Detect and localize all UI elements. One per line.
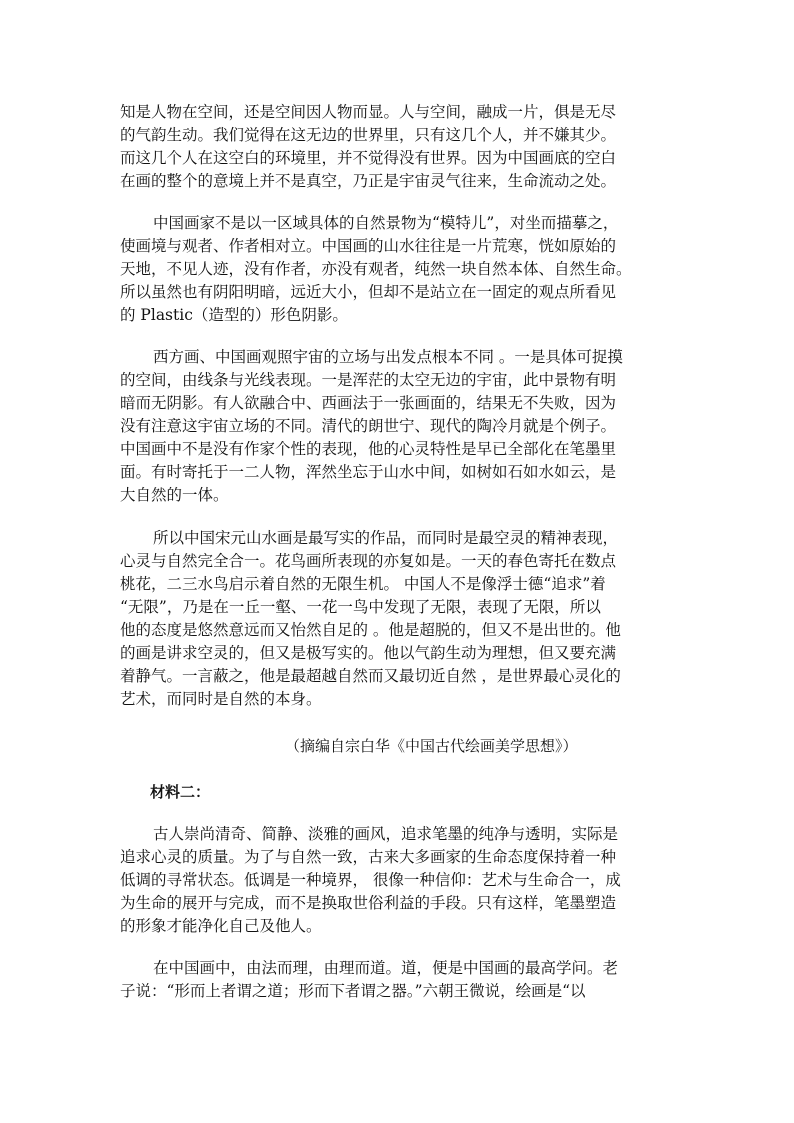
text-line: 的形象才能净化自己及他人。	[120, 917, 322, 935]
text-line: 使画境与观者、作者相对立。中国画的山水往往是一片荒寒，恍如原始的	[120, 237, 617, 255]
text-line: 知是人物在空间，还是空间因人物而显。人与空间，融成一片，俱是无尽	[120, 103, 617, 121]
text-line: 大自然的一体。	[120, 486, 229, 504]
text-line: 暗而无阴影。有人欲融合中、西画法于一张画面的，结果无不失败，因为	[120, 394, 617, 412]
text-line: 没有注意这宇宙立场的不同。清代的朗世宁、现代的陶冷月就是个例子。	[120, 417, 617, 435]
text-line: 而这几个人在这空白的环境里，并不觉得没有世界。因为中国画底的空白	[120, 149, 617, 167]
section-heading: 材料二：	[150, 783, 211, 801]
text-line: 古人崇尚清奇、简静、淡雅的画风，追求笔墨的纯净与透明，实际是	[153, 825, 619, 843]
text-line: 他的态度是悠然意远而又怡然自足的 。他是超脱的，但又不是出世的。他	[120, 621, 621, 639]
source-citation: （摘编自宗白华《中国古代绘画美学思想》）	[285, 737, 578, 755]
text-line: 的 Plastic（造型的）形色阴影。	[120, 306, 348, 324]
text-line: 中国画家不是以一区域具体的自然景物为“模特儿”，对坐而描摹之，	[153, 214, 619, 232]
text-line: 在画的整个的意境上并不是真空，乃正是宇宙灵气往来，生命流动之处。	[120, 172, 617, 190]
text-line: 的气韵生动。我们觉得在这无边的世界里，只有这几个人，并不嫌其少。	[120, 126, 617, 144]
text-line: 西方画、中国画观照宇宙的立场与出发点根本不同 。一是具体可捉摸	[153, 348, 623, 366]
text-line: 着静气。一言蔽之，他是最超越自然而又最切近自然 ，是世界最心灵化的	[120, 667, 621, 685]
text-line: 心灵与自然完全合一。花鸟画所表现的亦复如是。一天的春色寄托在数点	[120, 552, 617, 570]
text-line: 在中国画中，由法而理，由理而道。道，便是中国画的最高学问。老	[153, 959, 619, 977]
text-line: 桃花，二三水鸟启示着自然的无限生机。 中国人不是像浮士德“追求”着	[120, 575, 606, 593]
text-line: 面。有时寄托于一二人物，浑然坐忘于山水中间，如树如石如水如云，是	[120, 463, 617, 481]
text-line: 所以中国宋元山水画是最写实的作品，而同时是最空灵的精神表现，	[153, 529, 619, 547]
text-line: 子说：“形而上者谓之道；形而下者谓之器。”六朝王微说，绘画是“以	[120, 982, 586, 1000]
text-line: “无限”，乃是在一丘一壑、一花一鸟中发现了无限，表现了无限，所以	[120, 598, 601, 616]
text-line: 天地，不见人迹，没有作者，亦没有观者，纯然一块自然本体、自然生命。	[120, 260, 632, 278]
text-line: 的空间，由线条与光线表现。一是浑茫的太空无边的宇宙，此中景物有明	[120, 371, 617, 389]
text-line: 低调的寻常状态。低调是一种境界， 很像一种信仰：艺术与生命合一，成	[120, 871, 621, 889]
text-line: 艺术，而同时是自然的本身。	[120, 690, 322, 708]
text-line: 所以虽然也有阴阳明暗，远近大小，但却不是站立在一固定的观点所看见	[120, 283, 617, 301]
text-line: 为生命的展开与完成，而不是换取世俗利益的手段。只有这样，笔墨塑造	[120, 894, 617, 912]
text-line: 的画是讲求空灵的，但又是极写实的。他以气韵生动为理想，但又要充满	[120, 644, 617, 662]
text-line: 追求心灵的质量。为了与自然一致，古来大多画家的生命态度保持着一种	[120, 848, 617, 866]
text-line: 中国画中不是没有作家个性的表现，他的心灵特性是早已全部化在笔墨里	[120, 440, 617, 458]
